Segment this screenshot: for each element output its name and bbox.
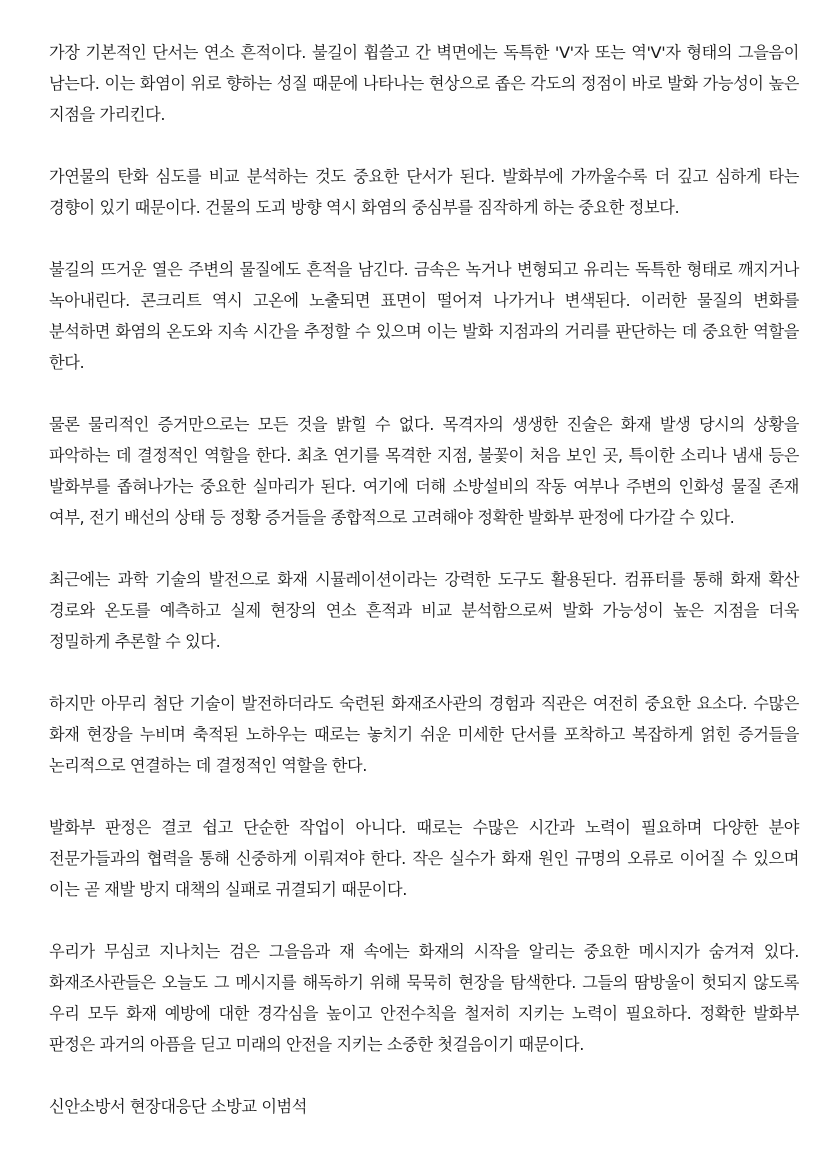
- paragraph-conclusion: 우리가 무심코 지나치는 검은 그을음과 재 속에는 화재의 시작을 알리는 중요한 메시지가 숨겨져 있다. 화재조사관들은 오늘도 그 메시지를 해독하기 위해 묵묵히 현장을 탐색한다. 그들의 땀방울이 헛되지 않도록 우리 모두 화재 예방에 대한 경각심을 높이고 안전수칙을 철저히 지키는 노력이 필요하다. 정확한 발화부 판정은 과거의 아픔을 딛고 미래의 안전을 지키는 소중한 첫걸음이기 때문이다.: [49, 942, 799, 1054]
- paragraph-witness-statements: 물론 물리적인 증거만으로는 모든 것을 밝힐 수 없다. 목격자의 생생한 진술은 화재 발생 당시의 상황을 파악하는 데 결정적인 역할을 한다. 최초 연기를 목격한 지점, 불꽃이 처음 보인 곳, 특이한 소리나 냄새 등은 발화부를 좁혀나가는 중요한 실마리가 된다. 여기에 더해 소방설비의 작동 여부나 주변의 인화성 물질 존재 여부, 전기 배선의 상태 등 정황 증거들을 종합적으로 고려해야 정확한 발화부 판정에 다가갈 수 있다.: [49, 415, 799, 527]
- author-byline: 신안소방서 현장대응단 소방교 이범석: [49, 1097, 308, 1116]
- paragraph-fire-simulation: 최근에는 과학 기술의 발전으로 화재 시뮬레이션이라는 강력한 도구도 활용된다. 컴퓨터를 통해 화재 확산 경로와 온도를 예측하고 실제 현장의 연소 흔적과 비교 분석함으로써 발화 가능성이 높은 지점을 더욱 정밀하게 추론할 수 있다.: [49, 570, 799, 651]
- paragraph-char-depth: 가연물의 탄화 심도를 비교 분석하는 것도 중요한 단서가 된다. 발화부에 가까울수록 더 깊고 심하게 타는 경향이 있기 때문이다. 건물의 도괴 방향 역시 화염의 중심부를 짐작하게 하는 중요한 정보다.: [49, 167, 799, 217]
- paragraph-material-changes: 불길의 뜨거운 열은 주변의 물질에도 흔적을 남긴다. 금속은 녹거나 변형되고 유리는 독특한 형태로 깨지거나 녹아내린다. 콘크리트 역시 고온에 노출되면 표면이 떨어져 나가거나 변색된다. 이러한 물질의 변화를 분석하면 화염의 온도와 지속 시간을 추정할 수 있으며 이는 발화 지점과의 거리를 판단하는 데 중요한 역할을 한다.: [49, 260, 799, 372]
- paragraph-difficulty: 발화부 판정은 결코 쉽고 단순한 작업이 아니다. 때로는 수많은 시간과 노력이 필요하며 다양한 분야 전문가들과의 협력을 통해 신중하게 이뤄져야 한다. 작은 실수가 화재 원인 규명의 오류로 이어질 수 있으며 이는 곧 재발 방지 대책의 실패로 귀결되기 때문이다.: [49, 818, 799, 899]
- paragraph-burn-patterns: 가장 기본적인 단서는 연소 흔적이다. 불길이 휩쓸고 간 벽면에는 독특한 'V'자 또는 역'V'자 형태의 그을음이 남는다. 이는 화염이 위로 향하는 성질 때문에 나타나는 현상으로 좁은 각도의 정점이 바로 발화 가능성이 높은 지점을 가리킨다.: [49, 43, 800, 124]
- article-body: [49, 37, 799, 1122]
- paragraph-investigator-experience: 하지만 아무리 첨단 기술이 발전하더라도 숙련된 화재조사관의 경험과 직관은 여전히 중요한 요소다. 수많은 화재 현장을 누비며 축적된 노하우는 때로는 놓치기 쉬운 미세한 단서를 포착하고 복잡하게 얽힌 증거들을 논리적으로 연결하는 데 결정적인 역할을 한다.: [49, 694, 799, 775]
